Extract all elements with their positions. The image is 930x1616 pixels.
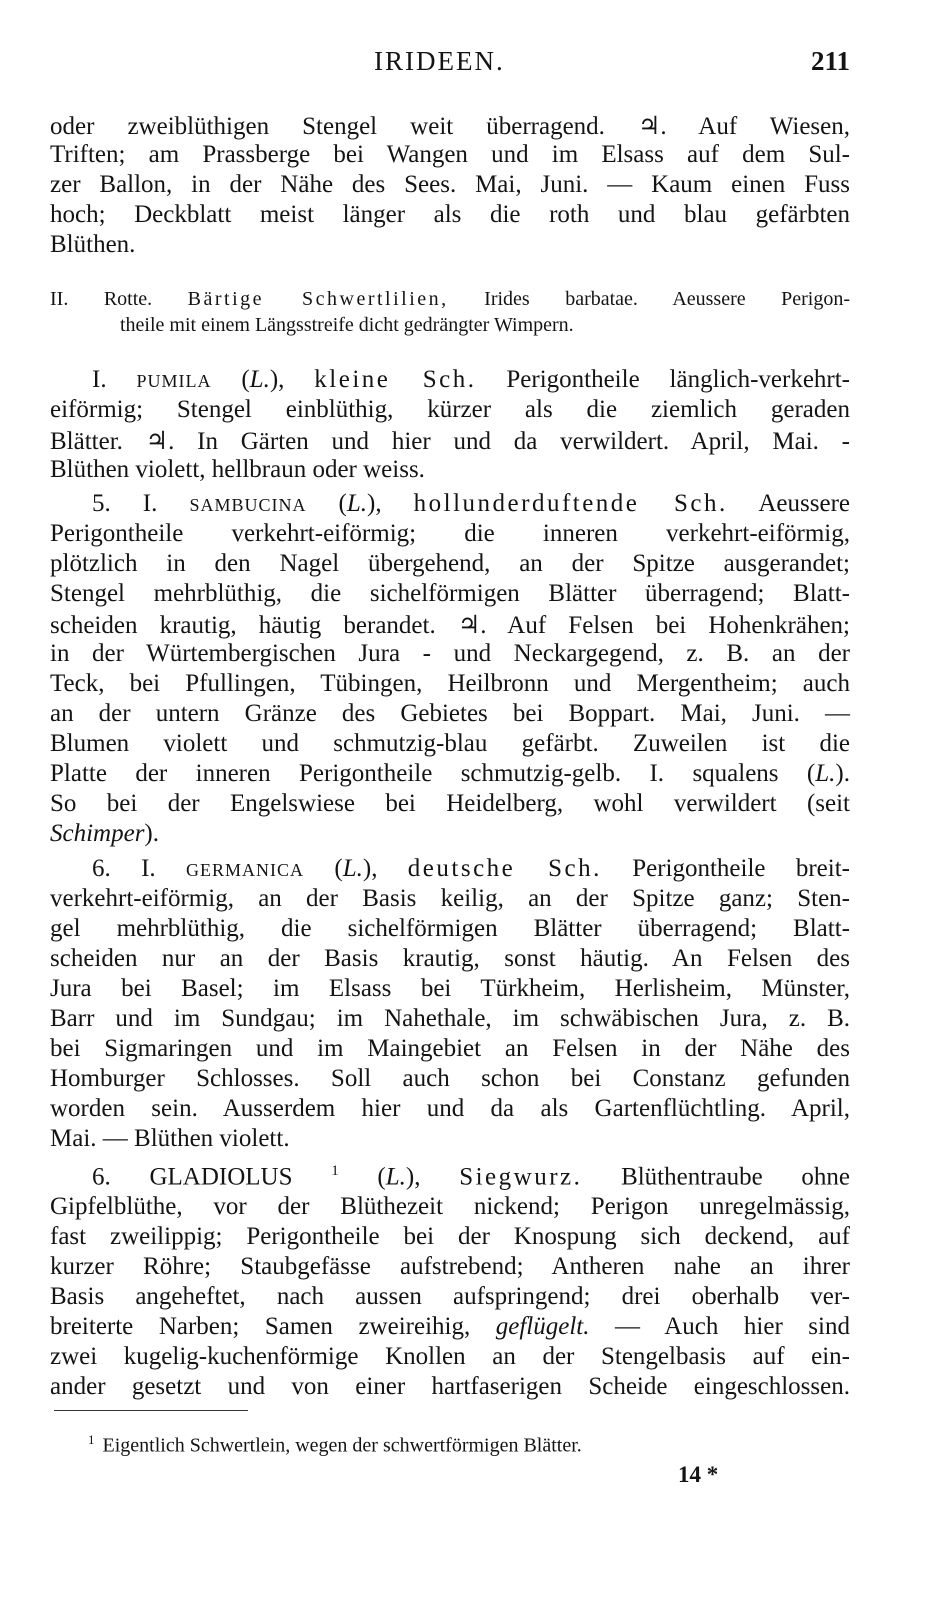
- text-line: Blätter. ♃. In Gärten und hier und da verwildert. April, Mai. -: [50, 428, 850, 455]
- footnote: [88, 1432, 582, 1458]
- rotte-number: II. Rotte.: [50, 288, 188, 310]
- running-header: [50, 46, 850, 86]
- text-line: So bei der Engelswiese bei Heidelberg, wohl verwildert (seit: [50, 790, 850, 817]
- text-line: zer Ballon, in der Nähe des Sees. Mai, Juni. — Kaum einen Fuss: [50, 171, 850, 198]
- text-line: fast zweilippig; Perigontheile bei der Knospung sich deckend, auf: [50, 1223, 850, 1250]
- text-line: verkehrt-eiförmig, an der Basis keilig, an der Spitze ganz; Sten-: [50, 885, 850, 912]
- common-name: kleine Sch.: [314, 366, 477, 393]
- text-line: an der untern Gränze des Gebietes bei Boppart. Mai, Juni. —: [50, 700, 850, 727]
- text-line: ander gesetzt und von einer hartfaserigen Scheide eingeschlossen.: [50, 1373, 850, 1400]
- species-entry-sambucina: 5. I. SAMBUCINA (L.), hollunderduftende Sch. Aeussere: [92, 490, 850, 517]
- footnote-rule: [54, 1410, 248, 1411]
- text-line: Basis angeheftet, nach aussen aufspringend; drei oberhalb ver-: [50, 1283, 850, 1310]
- text-line: Jura bei Basel; im Elsass bei Türkheim, Herlisheim, Münster,: [50, 975, 850, 1002]
- running-title: IRIDEEN.: [374, 46, 505, 76]
- page-number: 211: [810, 46, 850, 76]
- text-line: Blüthen violett, hellbraun oder weiss.: [50, 456, 425, 483]
- species-entry-germanica: 6. I. GERMANICA (L.), deutsche Sch. Perigontheile breit-: [92, 855, 850, 882]
- book-page: [50, 0, 850, 1616]
- text-line: Teck, bei Pfullingen, Tübingen, Heilbronn und Mergentheim; auch: [50, 670, 850, 697]
- text-line: zwei kugelig-kuchenförmige Knollen an der Stengelbasis auf ein-: [50, 1343, 850, 1370]
- footnote-ref: 1: [331, 1163, 339, 1179]
- text-line: in der Würtembergischen Jura - und Neckargegend, z. B. an der: [50, 640, 850, 667]
- text-line: oder zweiblüthigen Stengel weit überragend. ♃. Auf Wiesen,: [50, 113, 850, 140]
- common-name: hollunderduftende Sch.: [413, 490, 728, 517]
- text-line: Triften; am Prassberge bei Wangen und im Elsass auf dem Sul-: [50, 141, 850, 168]
- text-line: Gipfelblüthe, vor der Blüthezeit nickend; Perigon unregelmässig,: [50, 1193, 850, 1220]
- text-line: gel mehrblüthig, die sichelförmigen Blätter überragend; Blatt-: [50, 915, 850, 942]
- common-name: deutsche Sch.: [407, 855, 602, 882]
- printer-signature: 14 *: [678, 1462, 719, 1487]
- species-name: SAMBUCINA: [189, 495, 307, 515]
- text-line: Homburger Schlosses. Soll auch schon bei Constanz gefunden: [50, 1065, 850, 1092]
- text-line: Platte der inneren Perigontheile schmutzig-gelb. I. squalens (L.).: [50, 760, 850, 787]
- text-line: worden sein. Ausserdem hier und da als Gartenflüchtling. April,: [50, 1095, 850, 1122]
- section-heading: [50, 288, 850, 311]
- text-line: hoch; Deckblatt meist länger als die roth und blau gefärbten: [50, 201, 850, 228]
- species-name: PUMILA: [136, 371, 212, 391]
- text-line: Barr und im Sundgau; im Nahethale, im schwäbischen Jura, z. B.: [50, 1005, 850, 1032]
- common-name: Siegwurz.: [459, 1163, 583, 1191]
- text-line: Perigontheile verkehrt-eiförmig; die inneren verkehrt-eiförmig,: [50, 520, 850, 547]
- species-entry-pumila: I. PUMILA (L.), kleine Sch. Perigontheile länglich-verkehrt-: [92, 366, 851, 393]
- text-line: kurzer Röhre; Staubgefässe aufstrebend; Antheren nahe an ihrer: [50, 1253, 850, 1280]
- author-name: Schimper: [50, 820, 145, 847]
- text-line: Mai. — Blüthen violett.: [50, 1125, 290, 1152]
- text-line: scheiden krautig, häutig berandet. ♃. Auf Felsen bei Hohenkrähen;: [50, 612, 850, 639]
- text-line: Blumen violett und schmutzig-blau gefärbt. Zuweilen ist die: [50, 730, 850, 757]
- footnote-marker: 1: [88, 1432, 95, 1447]
- rotte-name: Bärtige Schwertlilien,: [187, 288, 449, 310]
- text-line: Blüthen.: [50, 231, 136, 258]
- text-line: plötzlich in den Nagel übergehend, an der Spitze ausgerandet;: [50, 550, 850, 577]
- rotte-latin: Irides barbatae. Aeussere Perigon-: [448, 288, 850, 310]
- text-line: Schimper).: [50, 820, 159, 847]
- text-line: scheiden nur an der Basis krautig, sonst häutig. An Felsen des: [50, 945, 850, 972]
- species-name: GERMANICA: [186, 860, 305, 880]
- text-line: breiterte Narben; Samen zweireihig, geflügelt. — Auch hier sind: [50, 1313, 850, 1340]
- genus-entry-gladiolus: 6. GLADIOLUS $^1$ (L.), Siegwurz. Blüthentraube ohne: [92, 1163, 850, 1191]
- text-line: eiförmig; Stengel einblüthig, kürzer als die ziemlich geraden: [50, 396, 850, 423]
- text-line: Stengel mehrblüthig, die sichelförmigen Blätter überragend; Blatt-: [50, 580, 850, 607]
- genus-name: 6. GLADIOLUS: [92, 1163, 332, 1191]
- section-heading-line: theile mit einem Längsstreife dicht gedrängter Wimpern.: [120, 314, 574, 336]
- footnote-text: Eigentlich Schwertlein, wegen der schwertförmigen Blätter.: [102, 1434, 582, 1457]
- text-line: bei Sigmaringen und im Maingebiet an Felsen in der Nähe des: [50, 1035, 850, 1062]
